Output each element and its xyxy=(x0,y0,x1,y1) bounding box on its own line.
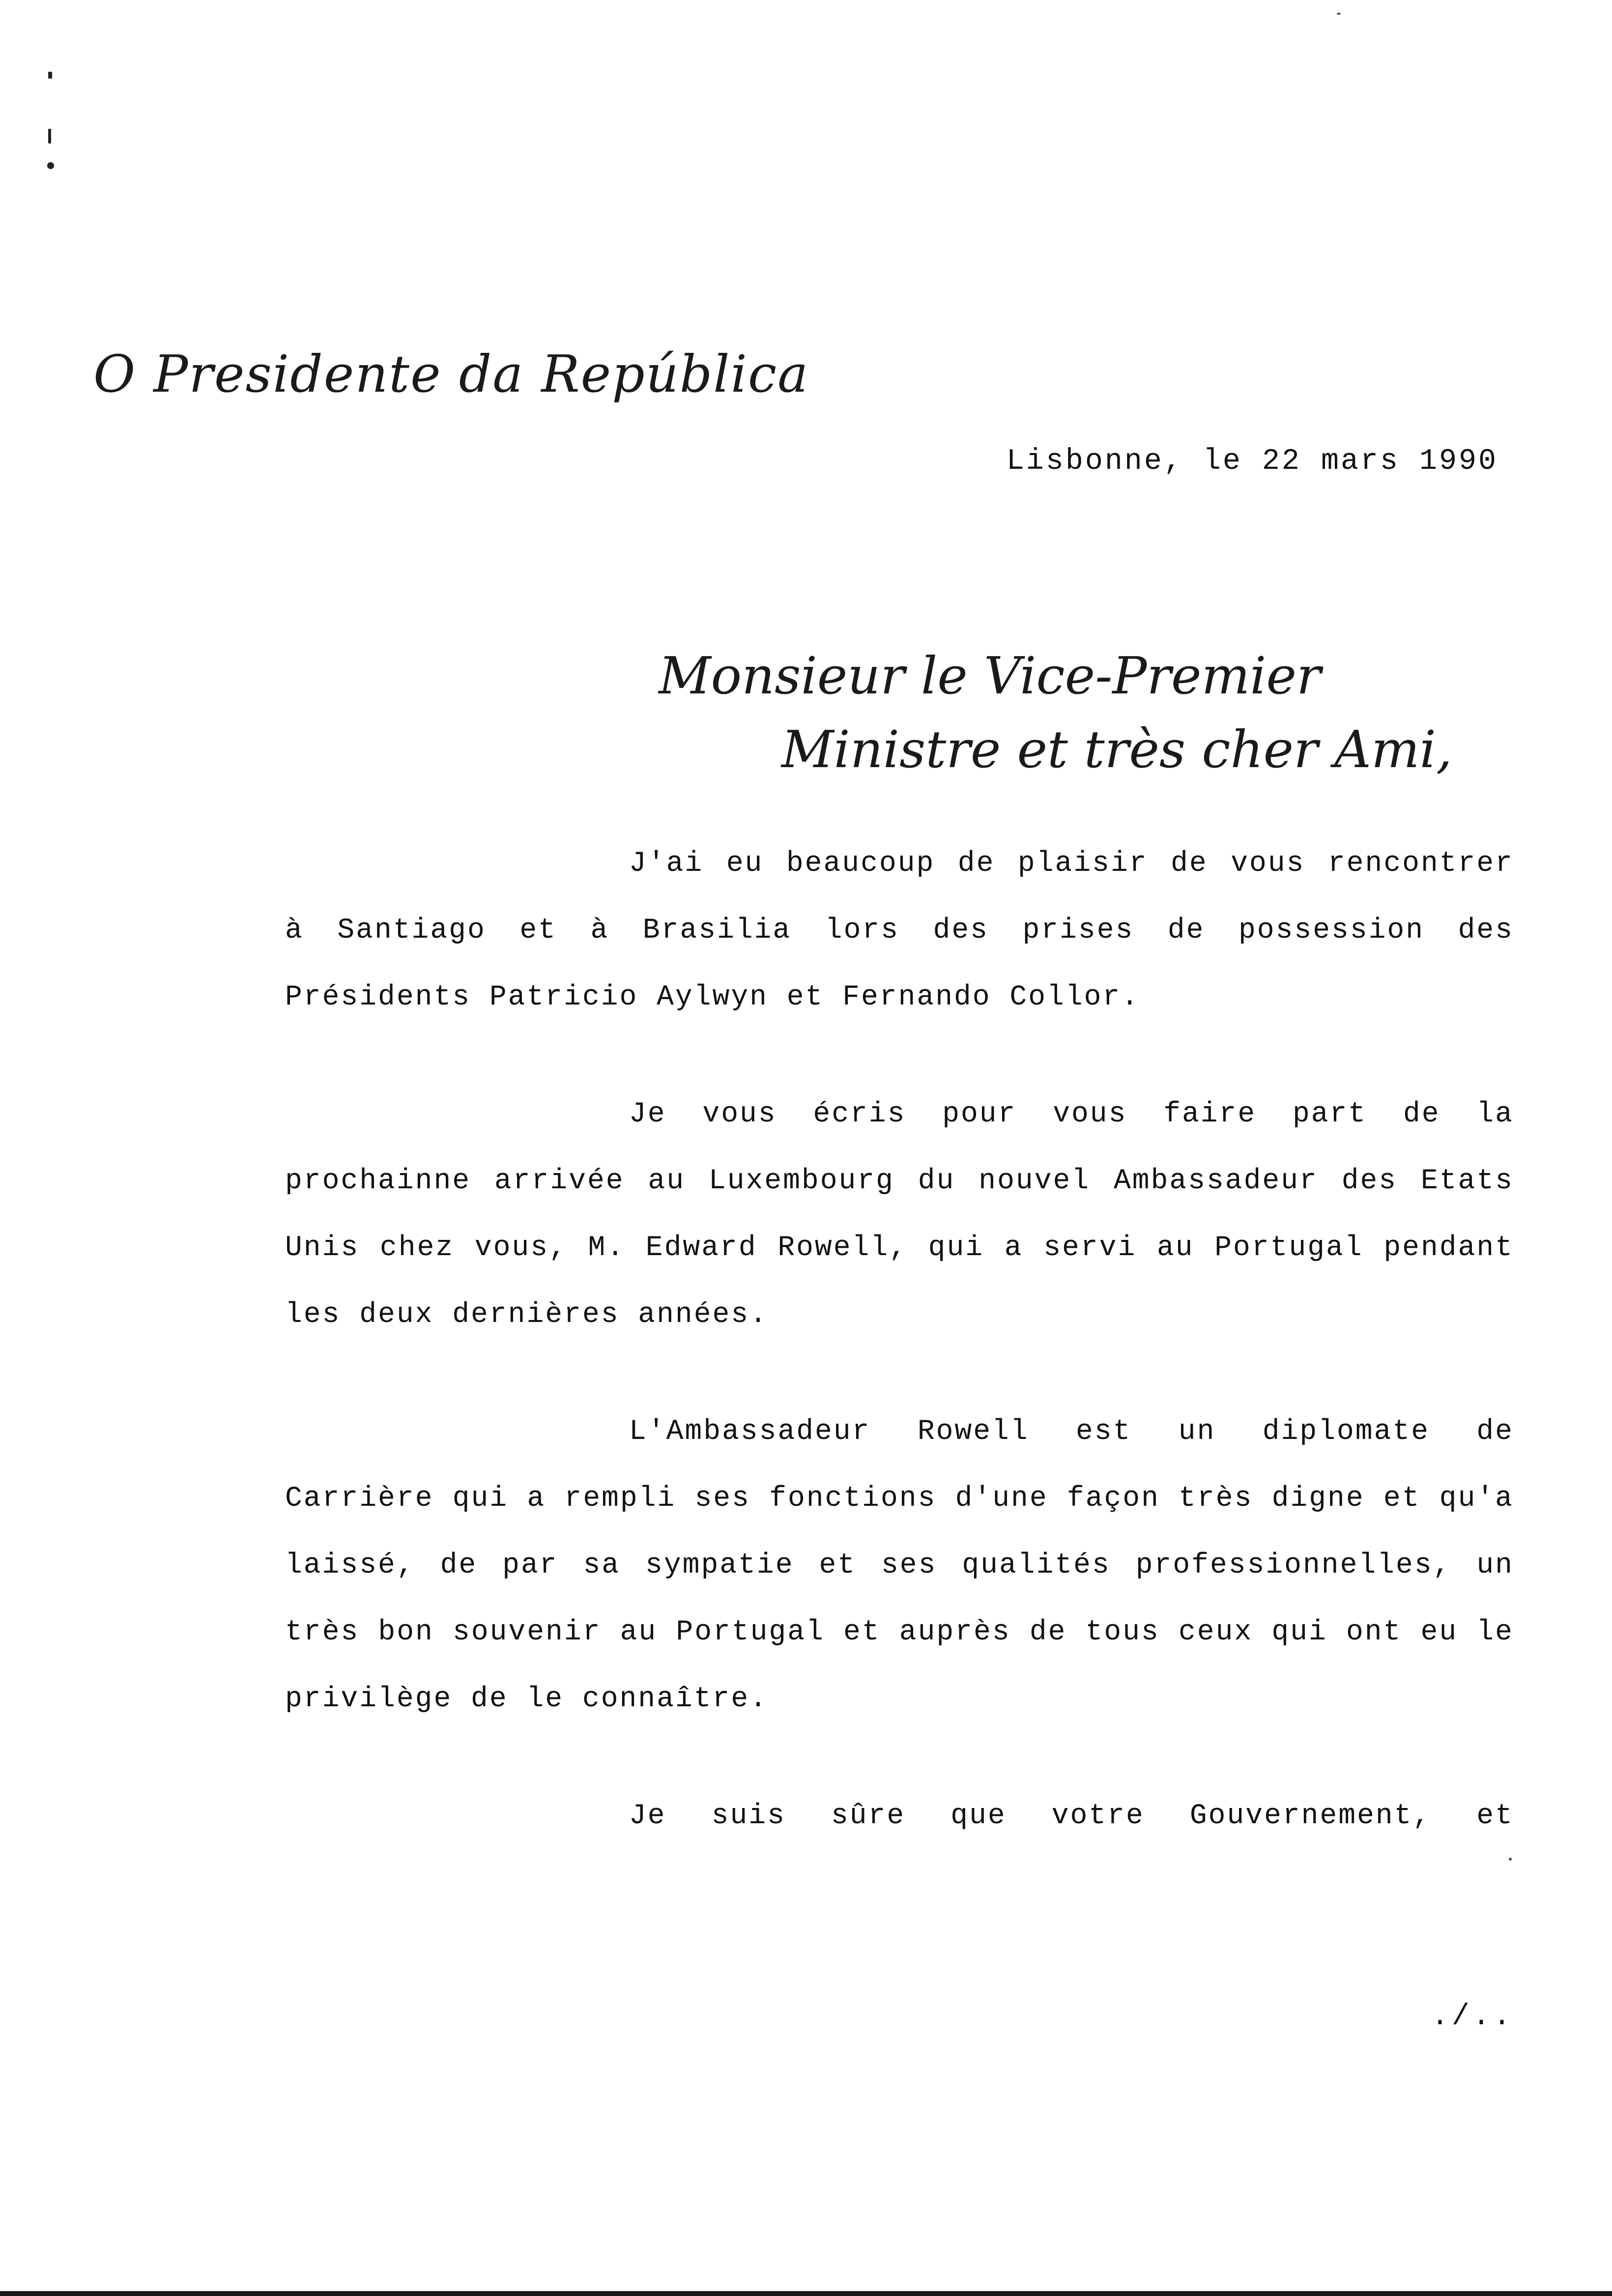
paragraph-3: L'Ambassadeur Rowell est un diplomate de Carrière qui a rempli ses fonctions d'une façon très digne et qu'a laissé, de par sa sympatie et ses qualités professionnelles, un très bon souvenir au Portugal et auprès de tous ceux qui ont eu le privilège de le connaître. xyxy=(285,1416,1514,1715)
dateline: Lisbonne, le 22 mars 1990 xyxy=(1006,445,1498,478)
punch-mark-top xyxy=(48,72,52,79)
salutation-line-1: Monsieur le Vice-Premier xyxy=(659,646,1321,706)
handwritten-salutation xyxy=(659,639,1509,786)
bottom-edge-line xyxy=(0,2291,1612,2296)
letterhead: O Presidente da República xyxy=(93,344,809,404)
paragraph-1: J'ai eu beaucoup de plaisir de vous rencontrer à Santiago et à Brasilia lors des prises de possession des Présidents Patricio Aylwyn et Fernando Collor. xyxy=(285,848,1514,1013)
salutation-line-2: Ministre et très cher Ami, xyxy=(781,719,1452,779)
speck xyxy=(1337,13,1341,15)
punch-mark-bottom xyxy=(47,162,54,169)
continuation-mark: ./.. xyxy=(1431,2000,1514,2034)
paragraph-4: Je suis sûre que votre Gouvernement, et xyxy=(629,1800,1514,1832)
punch-mark-middle xyxy=(48,129,51,144)
letter-body xyxy=(285,831,1514,1900)
paragraph-2: Je vous écris pour vous faire part de la prochainne arrivée au Luxembourg du nouvel Ambassadeur des Etats Unis chez vous, M. Edward Rowell, qui a servi au Portugal pendant les deux dernières années. xyxy=(285,1098,1514,1331)
